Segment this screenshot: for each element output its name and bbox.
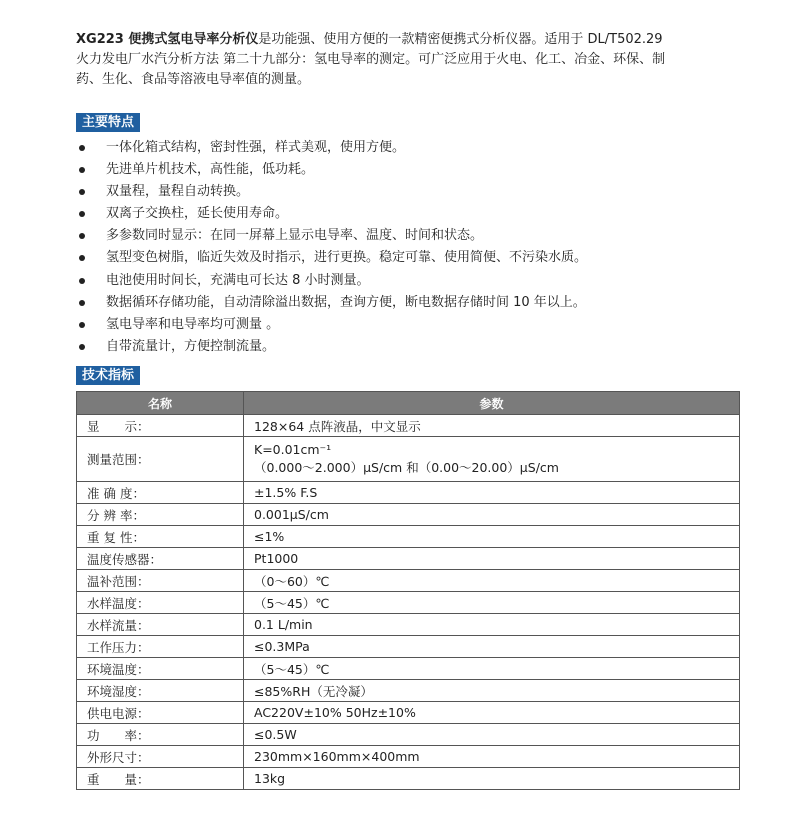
product-name: XG223 便携式氢电导率分析仪: [76, 32, 259, 47]
spec-value: ≤0.5W: [244, 724, 740, 746]
table-row: [77, 592, 740, 614]
intro-paragraph: [76, 30, 726, 90]
spec-value: ≤1%: [244, 526, 740, 548]
table-row: [77, 415, 740, 437]
spec-name: 供电电源：: [77, 702, 244, 724]
bullet-icon: [79, 344, 85, 350]
bullet-icon: [79, 233, 85, 239]
spec-name: 重 复 性：: [77, 526, 244, 548]
spec-value: 0.001μS/cm: [244, 504, 740, 526]
spec-value: ≤0.3MPa: [244, 636, 740, 658]
spec-name: 工作压力：: [77, 636, 244, 658]
spec-name: 外形尺寸：: [77, 746, 244, 768]
spec-name: 环境温度：: [77, 658, 244, 680]
table-row: [77, 548, 740, 570]
feature-item: 数据循环存储功能，自动清除溢出数据，查询方便，断电数据存储时间 10 年以上。: [76, 292, 736, 314]
header-name: 名称: [77, 392, 244, 415]
specs-table: [76, 391, 740, 790]
bullet-icon: [79, 322, 85, 328]
intro-line-1: [76, 30, 726, 50]
table-header-row: [77, 392, 740, 415]
bullet-icon: [79, 255, 85, 261]
spec-name: 水样流量：: [77, 614, 244, 636]
table-row: [77, 570, 740, 592]
features-section-title: 主要特点: [76, 113, 140, 132]
spec-value: ≤85%RH（无冷凝）: [244, 680, 740, 702]
spec-value: 13kg: [244, 768, 740, 790]
feature-item: 电池使用时间长，充满电可长达 8 小时测量。: [76, 270, 736, 292]
bullet-icon: [79, 278, 85, 284]
spec-name: 环境湿度：: [77, 680, 244, 702]
feature-item: 一体化箱式结构，密封性强，样式美观，使用方便。: [76, 137, 736, 159]
table-row: [77, 680, 740, 702]
table-row: [77, 658, 740, 680]
spec-name: 准 确 度：: [77, 482, 244, 504]
table-row: [77, 526, 740, 548]
spec-value: Pt1000: [244, 548, 740, 570]
table-row: [77, 702, 740, 724]
specs-section-title: 技术指标: [76, 366, 140, 385]
table-row: [77, 768, 740, 790]
intro-line-3: 药、生化、食品等溶液电导率值的测量。: [76, 72, 311, 87]
spec-name: 测量范围：: [77, 437, 244, 482]
table-row: [77, 482, 740, 504]
table-row: [77, 746, 740, 768]
table-row: [77, 504, 740, 526]
feature-item: 先进单片机技术，高性能，低功耗。: [76, 159, 736, 181]
spec-name: 水样温度：: [77, 592, 244, 614]
spec-value: AC220V±10% 50Hz±10%: [244, 702, 740, 724]
bullet-icon: [79, 145, 85, 151]
spec-name: 功 率：: [77, 724, 244, 746]
spec-value: 0.1 L/min: [244, 614, 740, 636]
feature-item: 自带流量计，方便控制流量。: [76, 336, 736, 358]
spec-value-line-2: （0.000～2.000）μS/cm 和（0.00～20.00）μS/cm: [254, 460, 559, 475]
intro-line-2: 火力发电厂水汽分析方法 第二十九部分：氢电导率的测定。可广泛应用于火电、化工、冶金、环保、制: [76, 52, 666, 67]
feature-item: 多参数同时显示：在同一屏幕上显示电导率、温度、时间和状态。: [76, 225, 736, 247]
spec-name: 分 辨 率：: [77, 504, 244, 526]
bullet-icon: [79, 167, 85, 173]
feature-item: 双离子交换柱，延长使用寿命。: [76, 203, 736, 225]
feature-item: 氢型变色树脂，临近失效及时指示，进行更换。稳定可靠、使用简便、不污染水质。: [76, 247, 736, 269]
table-row: [77, 437, 740, 482]
feature-item: 氢电导率和电导率均可测量 。: [76, 314, 736, 336]
bullet-icon: [79, 189, 85, 195]
spec-name: 显 示：: [77, 415, 244, 437]
spec-value: （0～60）℃: [244, 570, 740, 592]
table-row: [77, 724, 740, 746]
spec-value: 128×64 点阵液晶，中文显示: [244, 415, 740, 437]
spec-value: [244, 437, 740, 482]
spec-name: 温补范围：: [77, 570, 244, 592]
spec-value-line-1: K=0.01cm⁻¹: [254, 442, 332, 457]
table-row: [77, 636, 740, 658]
spec-name: 温度传感器：: [77, 548, 244, 570]
spec-value: ±1.5% F.S: [244, 482, 740, 504]
spec-value: 230mm×160mm×400mm: [244, 746, 740, 768]
feature-item: 双量程，量程自动转换。: [76, 181, 736, 203]
spec-name: 重 量：: [77, 768, 244, 790]
bullet-icon: [79, 211, 85, 217]
table-row: [77, 614, 740, 636]
spec-value: （5～45）℃: [244, 592, 740, 614]
header-param: 参数: [244, 392, 740, 415]
spec-value: （5～45）℃: [244, 658, 740, 680]
bullet-icon: [79, 300, 85, 306]
intro-line-1-rest: 是功能强、使用方便的一款精密便携式分析仪器。适用于 DL/T502.29: [258, 32, 663, 47]
features-list: [76, 137, 736, 358]
